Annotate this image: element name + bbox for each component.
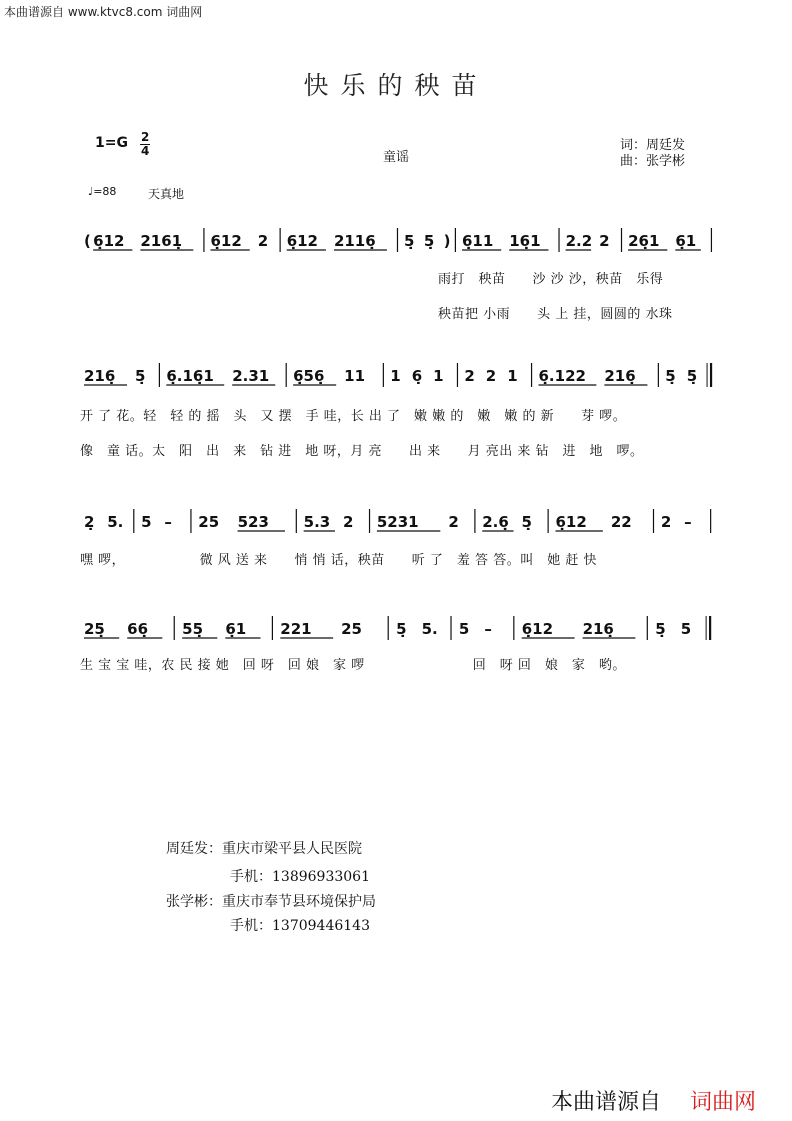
note-group: 25	[341, 620, 363, 638]
note-group: 5̣	[396, 620, 407, 638]
note-group: 26̣1	[628, 232, 660, 250]
note-group: 6̣12	[210, 232, 242, 250]
contact-line-2: 手机：13896933061	[230, 869, 370, 885]
note-group: 16̣1	[509, 232, 541, 250]
note-group: 6̣12	[93, 232, 125, 250]
note-group: –	[484, 620, 492, 638]
note-group: 5̣	[655, 620, 666, 638]
note-group: 5̣	[665, 367, 676, 385]
note-group: 2.2	[565, 232, 593, 250]
note-group: 11	[344, 367, 366, 385]
note-group: 5231	[376, 513, 419, 531]
lyric-row-1-verse-1: 雨打 秧苗 沙 沙 沙，秧苗 乐得	[438, 272, 664, 287]
footer-source-text: 本曲谱源自	[551, 1090, 662, 1115]
contact-line-1: 周廷发：重庆市梁平县人民医院	[166, 841, 362, 857]
meter-bottom: 4	[141, 144, 150, 158]
note-group: 6̣.16̣1	[166, 367, 214, 385]
mood-mark: 天真地	[148, 187, 185, 201]
lyric-row-4-verse-1: 生 宝 宝 哇，农 民 接 她 回 呀 回 娘 家 啰 回 呀 回 娘 家 哟。	[80, 658, 626, 673]
lyric-row-3-verse-1: 嘿 啰， 微 风 送 来 悄 悄 话，秧苗 听 了 羞 答 答。叫 她 赶 快	[80, 553, 597, 568]
lyric-row-2-verse-1: 开 了 花。轻 轻 的 摇 头 又 摆 手 哇，长 出 了 嫩 嫩 的 嫩 嫩 的 新 芽 啰。	[80, 409, 627, 424]
note-group: 25	[198, 513, 220, 531]
note-group: 5̣	[135, 367, 146, 385]
note-group: 216̣	[604, 367, 636, 385]
parenthesis: )	[443, 232, 451, 250]
contact-line-3: 张学彬：重庆市奉节县环境保护局	[166, 894, 376, 910]
footer-site-logo: 词曲网	[690, 1090, 757, 1115]
note-group: 6̣12	[286, 232, 319, 250]
note-group: 5	[141, 513, 152, 531]
note-group: 2116̣	[333, 232, 376, 250]
note-group: 66̣	[127, 620, 149, 638]
watermark-top: 本曲谱源自 www.ktvc8.com 词曲网	[4, 5, 203, 19]
score-row-1	[0, 222, 792, 262]
note-group: 1	[507, 367, 518, 385]
note-group: 6̣12	[555, 513, 587, 531]
note-group: 5̣	[686, 367, 698, 385]
note-group: 216̣	[84, 367, 116, 385]
note-group: 6̣1	[675, 232, 697, 250]
lyric-row-2-verse-2: 像 童 话。太 阳 出 来 钻 进 地 呀，月 亮 出 来 月 亮出 来 钻 进 地 啰。	[80, 444, 644, 459]
contact-line-4: 手机：13709446143	[230, 918, 370, 934]
note-group: –	[684, 513, 692, 531]
note-group: 5.	[421, 620, 438, 638]
credits	[620, 138, 685, 170]
parenthesis: (	[84, 232, 91, 250]
note-group: 5	[680, 620, 692, 638]
key-signature: 1=G	[95, 135, 128, 151]
note-group: 2	[485, 367, 497, 385]
note-group: 6̣11	[461, 232, 494, 250]
note-group: 523	[237, 513, 269, 531]
note-group: 6̣.122	[538, 367, 586, 385]
note-group: 2	[342, 513, 354, 531]
score-row-4	[0, 610, 792, 650]
note-group: 25̣	[84, 620, 105, 638]
note-group: 6̣56̣	[293, 367, 325, 385]
note-group: 2	[257, 232, 269, 250]
composer: 曲：张学彬	[620, 154, 686, 169]
note-group: 2̣	[84, 513, 95, 531]
note-group: 2	[660, 513, 672, 531]
note-group: 6̣	[411, 367, 423, 385]
note-group: 2	[599, 232, 610, 250]
time-signature	[140, 131, 150, 158]
score-row-2	[0, 357, 792, 397]
lyricist: 词：周廷发	[620, 138, 686, 153]
note-group: 2161̣	[140, 232, 183, 250]
note-group: 221	[280, 620, 312, 638]
score-row-3	[0, 503, 792, 543]
note-group: 22	[610, 513, 632, 531]
note-group: 2	[464, 367, 475, 385]
note-group: 5.3	[303, 513, 331, 531]
song-title: 快乐的秧苗	[303, 71, 489, 100]
note-group: 216̣	[582, 620, 614, 638]
note-group: 55̣	[182, 620, 204, 638]
lyric-row-1-verse-2: 秧苗把 小雨 头 上 挂，圆圆的 水珠	[438, 307, 673, 322]
note-group: 6̣12	[521, 620, 554, 638]
tempo-mark: ♩=88	[88, 185, 117, 198]
note-group: 5̣	[423, 232, 435, 250]
note-group: 2.6̣	[482, 513, 509, 531]
note-group: 1	[390, 367, 401, 385]
note-group: –	[164, 513, 172, 531]
meter-top: 2	[141, 130, 150, 144]
note-group: 5.	[107, 513, 124, 531]
note-group: 2	[448, 513, 459, 531]
genre-label: 童谣	[383, 150, 410, 165]
note-group: 5̣	[521, 513, 532, 531]
note-group: 2.31	[232, 367, 270, 385]
note-group: 6̣1	[225, 620, 247, 638]
note-group: 1	[433, 367, 444, 385]
note-group: 5̣	[404, 232, 415, 250]
note-group: 5	[458, 620, 470, 638]
